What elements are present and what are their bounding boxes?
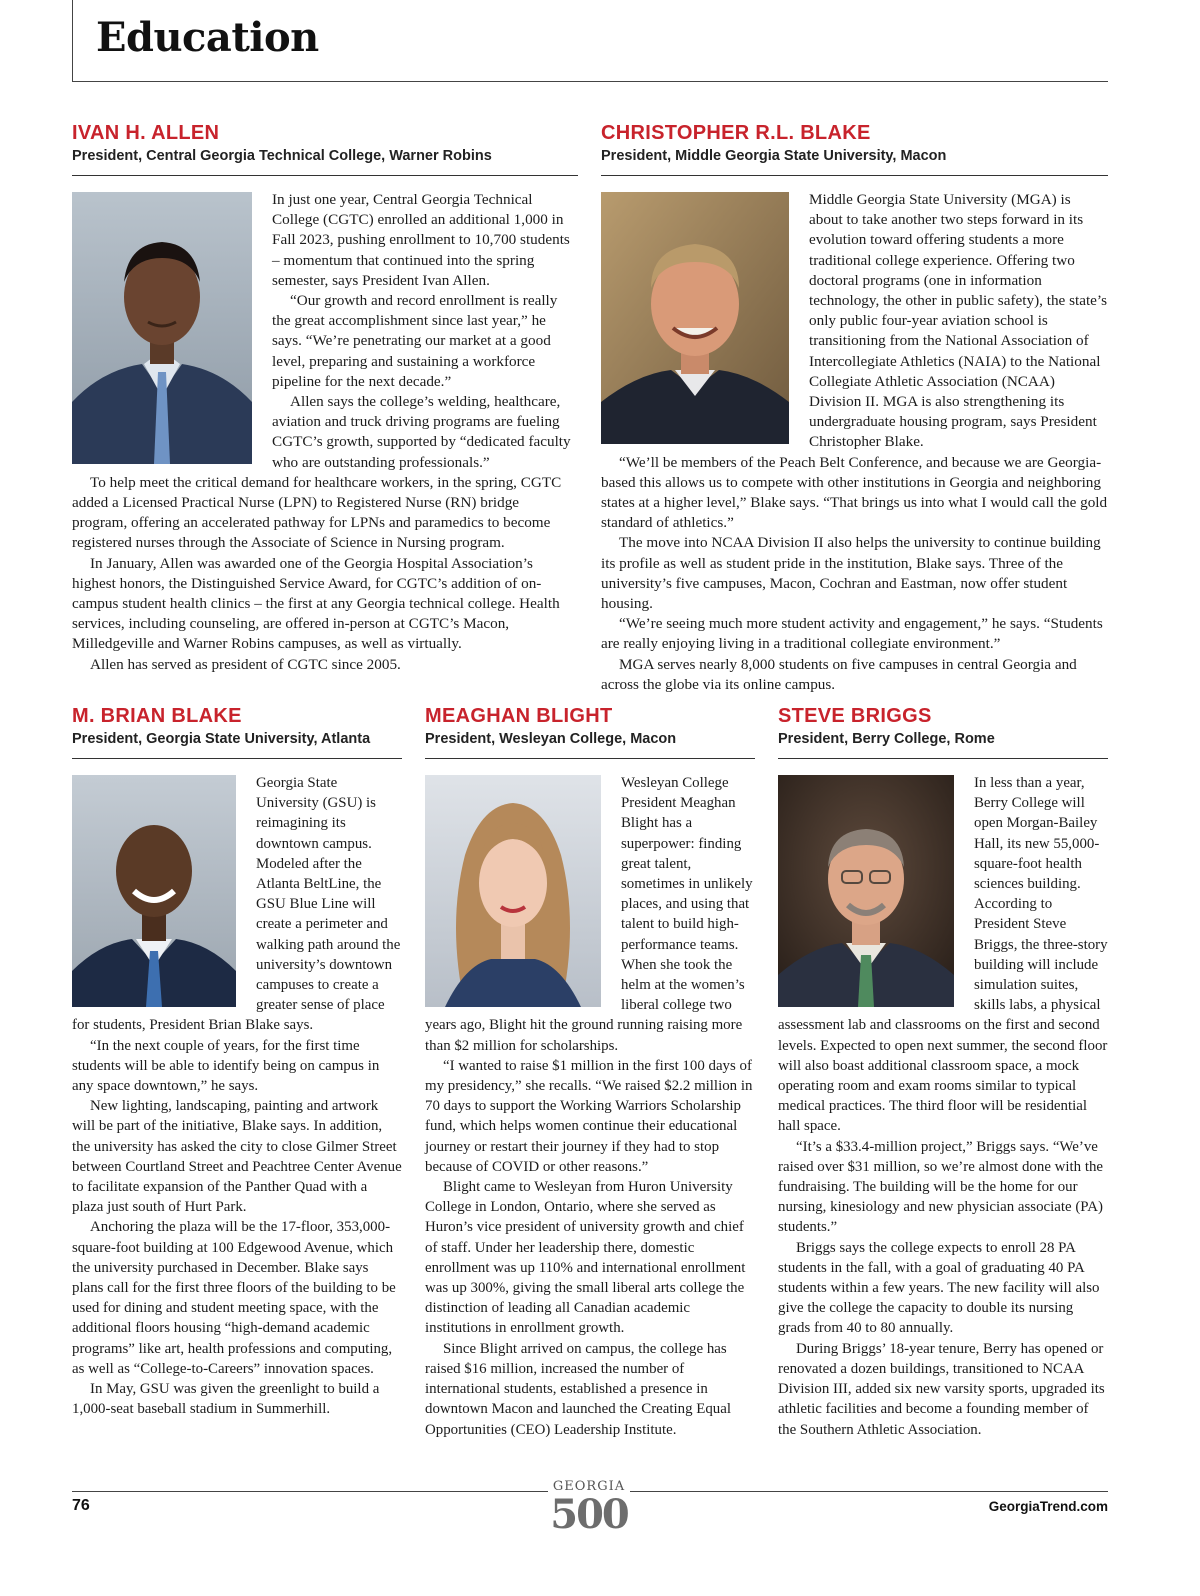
body-paragraph: “It’s a $33.4-million project,” Briggs says. “We’ve raised over $31 million, so we’re almost done with the fundraising. The building will be the home for our nursing, kinesiology and new physician associate (PA) students.” [778, 1138, 1104, 1236]
profile-rule [72, 175, 578, 176]
body-paragraph: In just one year, Central Georgia Technical College (CGTC) enrolled an additional 1,000 in Fall 2023, pushing enrollment to 10,700 students – momentum that continued into the spring semester, says President Ivan Allen. [272, 191, 570, 289]
portrait-photo [778, 775, 954, 1007]
profile-title: President, Georgia State University, Atlanta [72, 731, 371, 747]
profile-title: President, Central Georgia Technical College, Warner Robins [72, 148, 492, 164]
footer-rule-right [630, 1491, 1108, 1492]
profile-christopher-blake [601, 121, 1108, 695]
profile-rule [72, 758, 402, 759]
logo-word: GEORGIA [552, 1479, 626, 1494]
body-paragraph: Briggs says the college expects to enroll 28 PA students in the fall, with a goal of graduating 40 PA students within a few years. The new facility will also give the college the capacity to double its nursing grads from 40 to 80 annually. [778, 1239, 1100, 1337]
body-paragraph: Allen has served as president of CGTC since 2005. [90, 655, 401, 673]
body-paragraph: Allen says the college’s welding, healthcare, aviation and truck driving programs are fueling CGTC’s growth, supported by “dedicated faculty who are outstanding professionals.” [272, 393, 571, 471]
body-paragraph: Georgia State University (GSU) is reimagining its downtown campus. Modeled after the Atlanta BeltLine, the GSU Blue Line will create a perimeter and walking path around the university’s downtown campuses to create a greater sense of place for students, President Brian Blake says. [72, 775, 401, 1034]
profile-steve-briggs [778, 704, 1108, 1440]
profile-rule [601, 175, 1108, 176]
profile-title: President, Middle Georgia State University, Macon [601, 148, 947, 164]
body-paragraph: “We’re seeing much more student activity and engagement,” he says. “Students are really enjoying living in a traditional collegiate environment.” [601, 615, 1103, 653]
portrait-photo [601, 192, 789, 444]
website-link[interactable]: GeorgiaTrend.com [988, 1499, 1108, 1514]
body-paragraph: Anchoring the plaza will be the 17-floor, 353,000-square-foot building at 100 Edgewood Avenue, which the university purchased in December. Blake says plans call for the first three floors of the building to be used for dining and student meeting space, with the additional floors housing “high-demand academic programs” like art, health professions and computing, as well as “College-to-Careers” innovation spaces. [72, 1219, 396, 1377]
body-paragraph: During Briggs’ 18-year tenure, Berry has opened or renovated a dozen buildings, transitioned to NCAA Division III, added six new varsity sports, upgraded its athletic facilities and become a founding member of the Southern Athletic Association. [778, 1340, 1105, 1438]
profile-brian-blake [72, 704, 402, 1420]
body-paragraph: Blight came to Wesleyan from Huron University College in London, Ontario, where she served as Huron’s vice president of university growth and chief of staff. Under her leadership there, domestic enrollment was up 110% and international enrollment was up 300%, giving the small liberal arts college the distinction of leading all Canadian academic institutions in enrollment growth. [425, 1179, 746, 1337]
profile-title: President, Wesleyan College, Macon [425, 731, 677, 747]
body-paragraph: Wesleyan College President Meaghan Blight has a superpower: finding great talent, sometimes in unlikely places, and using that talent to build high-performance teams. When she took the helm at the women’s liberal college two years ago, Blight hit the ground running raising more than $2 million for scholarships. [425, 775, 753, 1054]
footer-rule-left [72, 1491, 548, 1492]
profile-name: STEVE BRIGGS [778, 705, 932, 727]
body-paragraph: New lighting, landscaping, painting and artwork will be part of the initiative, Blake says. In addition, the university has asked the city to close Gilmer Street between Courtland Street and Peachtree Center Avenue to facilitate expansion of the Panther Quad with a plaza just south of Hurt Park. [72, 1098, 402, 1216]
body-paragraph: “In the next couple of years, for the first time students will be able to identify being on campus in any space downtown,” he says. [72, 1037, 380, 1095]
profile-name: IVAN H. ALLEN [72, 122, 220, 144]
portrait-photo [425, 775, 601, 1007]
page-number: 76 [72, 1497, 90, 1514]
header-horizontal-rule [72, 81, 1108, 82]
profile-meaghan-blight [425, 704, 755, 1440]
profile-rule [778, 758, 1108, 759]
portrait-photo [72, 775, 236, 1007]
profile-ivan-allen [72, 121, 578, 675]
body-paragraph: The move into NCAA Division II also helps the university to continue building its profile as well as student pride in the institution, Blake says. Three of the university’s five campuses, Macon, Cochran and Eastman, now offer student housing. [601, 534, 1101, 613]
profile-rule [425, 758, 755, 759]
profile-name: CHRISTOPHER R.L. BLAKE [601, 122, 871, 144]
georgia-500-logo [548, 1480, 630, 1546]
body-paragraph: In May, GSU was given the greenlight to build a 1,000-seat baseball stadium in Summerhill. [72, 1381, 380, 1418]
body-paragraph: Since Blight arrived on campus, the college has raised $16 million, increased the number of international students, established a presence in downtown Macon and launched the Creating Equal Opportunities (CEO) Leadership Institute. [425, 1340, 731, 1438]
logo-number: 500 [550, 1491, 628, 1538]
profile-title: President, Berry College, Rome [778, 731, 995, 747]
body-paragraph: In less than a year, Berry College will open Morgan-Bailey Hall, its new 55,000-square-foot health sciences building. According to President Steve Briggs, the three-story building will include simulation suites, skills labs, a physical assessment lab and classrooms on the first and second levels. Expected to open next summer, the second floor will also boast additional classroom space, a mock operating room and exam rooms similar to typical medical practices. The third floor will be residential hall space. [778, 775, 1108, 1135]
body-paragraph: “We’ll be members of the Peach Belt Conference, and because we are Georgia-based this allows us to compete with other institutions in Georgia and neighboring states at a higher level,” Blake says. “That brings us into what I would call the gold standard of athletics.” [601, 453, 1108, 532]
profile-name: MEAGHAN BLIGHT [425, 705, 613, 727]
body-paragraph: “Our growth and record enrollment is really the great accomplishment since last year,” he says. “We’re penetrating our market at a good level, preparing and sustaining a workforce pipeline for the next decade.” [272, 292, 558, 390]
body-paragraph: “I wanted to raise $1 million in the first 100 days of my presidency,” she recalls. “We raised $2.2 million in 70 days to support the Working Warriors Scholarship fund, which helps women continue their educational journey or restart their journey if they had to stop because of COVID or other reasons.” [425, 1057, 753, 1175]
body-paragraph: To help meet the critical demand for healthcare workers, in the spring, CGTC added a Licensed Practical Nurse (LPN) to Registered Nurse (RN) bridge program, offering an accelerated pathway for LPNs and paramedics to become registered nurses through the Associate of Science in Nursing program. [72, 473, 562, 552]
profile-name: M. BRIAN BLAKE [72, 705, 242, 727]
body-paragraph: MGA serves nearly 8,000 students on five campuses in central Georgia and across the globe via its online campus. [601, 655, 1077, 693]
body-paragraph: In January, Allen was awarded one of the Georgia Hospital Association’s highest honors, the Distinguished Service Award, for CGTC’s addition of on-campus student health clinics – the first at any Georgia technical college. Health services, including counseling, are offered in-person at CGTC’s Macon, Milledgeville and Warner Robins campuses, as well as virtually. [72, 554, 560, 653]
body-paragraph: Middle Georgia State University (MGA) is about to take another two steps forward in its evolution toward offering students a more traditional college experience. Offering two doctoral programs (one in information technology, the other in public safety), the state’s only public four-year aviation school is transitioning from the National Association of Intercollegiate Athletics (NAIA) to the National Collegiate Athletic Association (NCAA) Division II. MGA is also strengthening its undergraduate housing program, says President Christopher Blake. [809, 191, 1108, 451]
section-title: Education [96, 14, 319, 61]
portrait-photo [72, 192, 252, 464]
header-vertical-rule [72, 0, 73, 82]
